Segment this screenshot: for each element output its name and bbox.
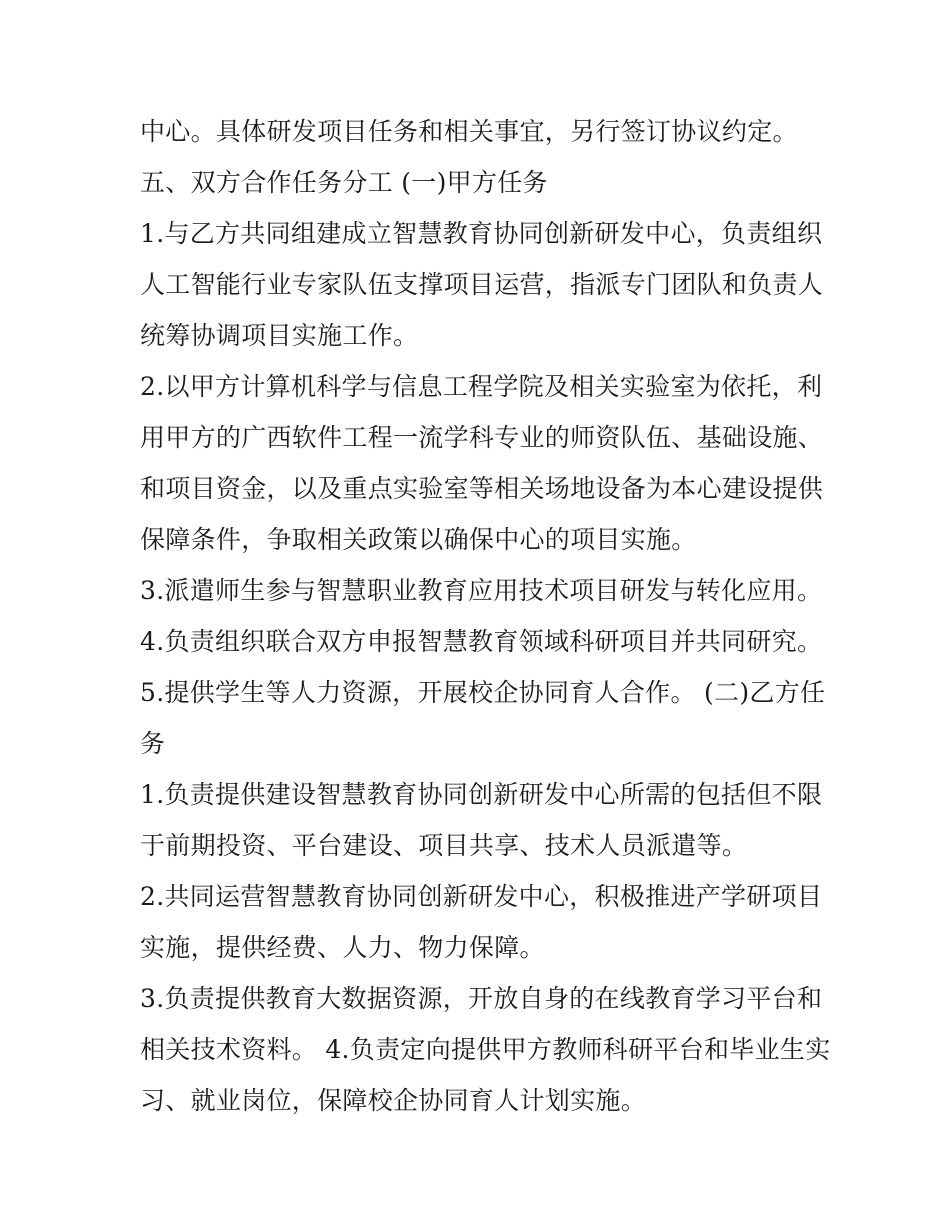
text-line: 人工智能行业专家队伍支撑项目运营，指派专门团队和负责人 xyxy=(140,270,824,299)
text-line: 3.派遣师生参与智慧职业教育应用技术项目研发与转化应用。 xyxy=(140,576,823,605)
text-line: 实施，提供经费、人力、物力保障。 xyxy=(140,933,545,962)
text-line: 4.负责组织联合双方申报智慧教育领域科研项目并共同研究。 xyxy=(140,627,823,656)
document-body xyxy=(140,106,831,1126)
text-line: 习、就业岗位，保障校企协同育人计划实施。 xyxy=(140,1086,647,1115)
text-line: 1.与乙方共同组建成立智慧教育协同创新研发中心，负责组织 xyxy=(140,219,823,248)
text-line: 保障条件，争取相关政策以确保中心的项目实施。 xyxy=(140,525,697,554)
section-heading: 五、双方合作任务分工 (一)甲方任务 xyxy=(140,168,548,197)
text-line: 中心。具体研发项目任务和相关事宜，另行签订协议约定。 xyxy=(140,117,798,146)
text-line: 于前期投资、平台建设、项目共享、技术人员派遣等。 xyxy=(140,831,748,860)
text-line: 统筹协调项目实施工作。 xyxy=(140,321,419,350)
text-line: 1.负责提供建设智慧教育协同创新研发中心所需的包括但不限 xyxy=(140,780,823,809)
text-line: 3.负责提供教育大数据资源，开放自身的在线教育学习平台和 xyxy=(140,984,823,1013)
text-line: 2.以甲方计算机科学与信息工程学院及相关实验室为依托，利 xyxy=(140,372,823,401)
text-line: 相关技术资料。 4.负责定向提供甲方教师科研平台和毕业生实 xyxy=(140,1035,831,1064)
text-line: 务 xyxy=(140,729,166,758)
text-line: 用甲方的广西软件工程一流学科专业的师资队伍、基础设施、 xyxy=(140,423,824,452)
text-line: 2.共同运营智慧教育协同创新研发中心，积极推进产学研项目 xyxy=(140,882,823,911)
text-line: 和项目资金，以及重点实验室等相关场地设备为本心建设提供 xyxy=(140,474,824,503)
text-line: 5.提供学生等人力资源，开展校企协同育人合作。 (二)乙方任 xyxy=(140,678,826,707)
